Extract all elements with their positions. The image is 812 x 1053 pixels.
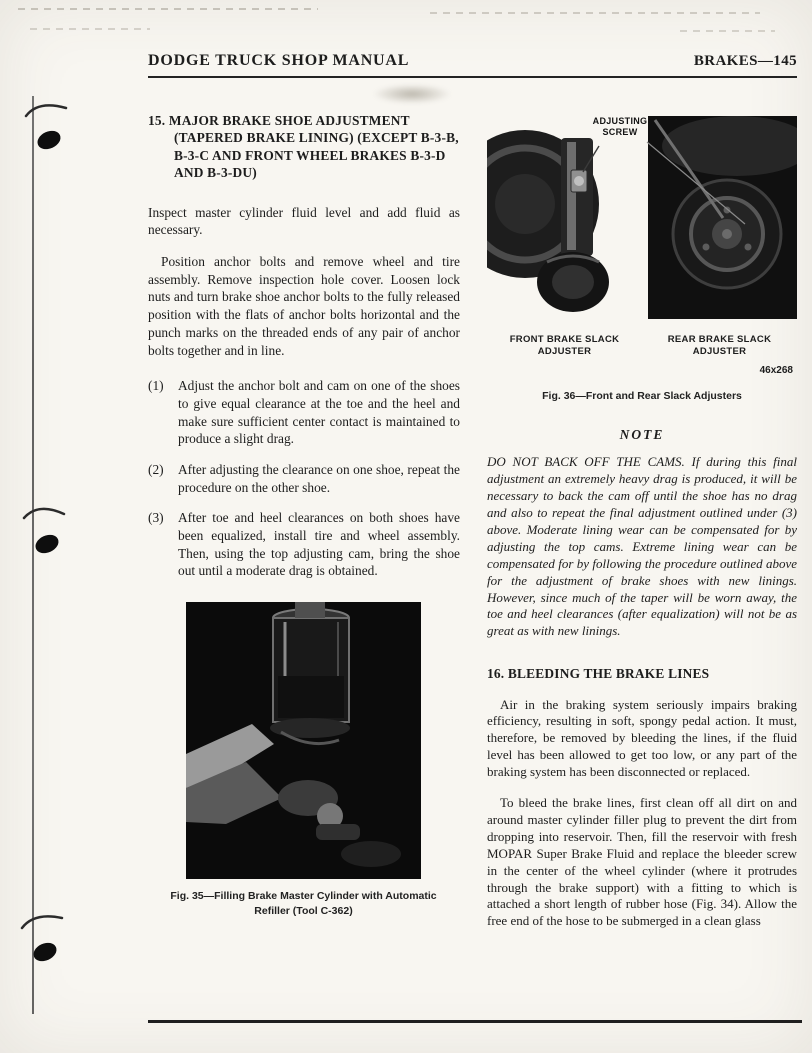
rear-brake-label-text: REAR BRAKE SLACK ADJUSTER: [667, 334, 772, 358]
scan-noise-line: [30, 28, 150, 30]
paragraph: Position anchor bolts and remove wheel and tire assembly. Remove inspection hole cover. Loosen lock nuts and turn brake shoe anchor bolts to the fully released position with the flats of anchor bolts horizontal and the punch marks on the threaded ends of any pair of anchor bolts together and in line.: [148, 254, 460, 358]
adjustment-steps: [148, 377, 460, 580]
note-text: DO NOT BACK OFF THE CAMS. If during this final adjustment an extremely heavy drag is produced, it will be necessary to back the cam off until the shoe has no drag and also to repeat the final adjustment outlined under (3) above. Moderate lining wear can be compensated for by adjusting the top cams. Extreme lining wear can be compensated for by following the procedure outlined above for the adjustment of brake shoes with new linings. However, since much of the taper will be worn away, the toe and heel clearances (after equalization) will not be as great as with new linings.: [487, 454, 797, 639]
right-column: [487, 86, 797, 930]
photo-labels: [487, 334, 797, 359]
master-cylinder-photo: [186, 602, 421, 879]
page-body: [148, 86, 797, 930]
step-number: (1): [148, 378, 164, 394]
rear-brake-label: [642, 334, 797, 359]
step-text: After adjusting the clearance on one shoe, repeat the procedure on the other shoe.: [178, 461, 460, 495]
binding-mark: [22, 96, 72, 158]
figure-35: [170, 602, 437, 918]
left-column: [148, 86, 460, 930]
figure-36: [487, 112, 797, 403]
adjusting-screw-callout: ADJUSTING SCREW: [592, 116, 648, 138]
figure-36-photos: [487, 112, 797, 324]
photo-code: 46x268: [759, 364, 793, 376]
manual-title: DODGE TRUCK SHOP MANUAL: [148, 52, 410, 69]
note-title: NOTE: [619, 427, 665, 443]
slack-adjuster-photos: [487, 112, 797, 324]
page-number: BRAKES—145: [693, 53, 797, 69]
binding-mark: [20, 500, 70, 562]
bottom-rule: [148, 1020, 802, 1023]
figure-35-caption: Fig. 35—Filling Brake Master Cylinder with Automatic Refiller (Tool C-362): [170, 890, 437, 917]
front-brake-label-text: FRONT BRAKE SLACK ADJUSTER: [509, 334, 620, 358]
paragraph: Air in the braking system seriously impairs braking efficiency, resulting in soft, spongy pedal action. It must, therefore, be removed by bleeding the lines, if the fluid level has been allowed to get too low, or any part of the braking system has been disconnected or replaced.: [487, 696, 797, 780]
scan-noise-line: [430, 12, 760, 14]
paragraph: To bleed the brake lines, first clean off all dirt on and around master cylinder filler plug to prevent the dirt from dropping into reservoir. Then, fill the reservoir with fresh MOPAR Super Brake Fluid and replace the bleeder screw in the center of the wheel cylinder (where it protrudes through the brake support) with a fitting to which is attached a short length of rubber hose (Fig. 34). Allow the free end of the hose to be submerged in a clean glass: [487, 795, 797, 929]
step-number: (2): [148, 461, 164, 477]
figure-36-caption: Fig. 36—Front and Rear Slack Adjusters: [542, 389, 742, 402]
paragraph: Inspect master cylinder fluid level and add fluid as necessary.: [148, 204, 460, 238]
step-item: [148, 461, 460, 496]
step-number: (3): [148, 510, 164, 526]
section-15-heading: 15. MAJOR BRAKE SHOE ADJUSTMENT (TAPERED BRAKE LINING) (EXCEPT B-3-B, B-3-C AND FRONT WHEEL BRAKES B-3-D AND B-3-DU): [148, 113, 459, 181]
step-text: Adjust the anchor bolt and cam on one of the shoes to give equal clearance at the toe and the heel and make sure sufficient center contact is maintained to produce a slight drag.: [178, 378, 460, 447]
step-text: After toe and heel clearances on both shoes have been equalized, install tire and wheel assembly. Then, using the top adjusting cam, bring the shoe out until a moderate drag is obtained.: [178, 510, 460, 579]
scan-noise-line: [18, 8, 318, 10]
step-item: [148, 509, 460, 580]
binding-mark: [18, 908, 68, 970]
page-header: [148, 52, 797, 78]
front-brake-label: [487, 334, 642, 359]
scan-noise-line: [680, 30, 775, 32]
step-item: [148, 377, 460, 448]
section-16-heading: 16. BLEEDING THE BRAKE LINES: [487, 666, 710, 682]
